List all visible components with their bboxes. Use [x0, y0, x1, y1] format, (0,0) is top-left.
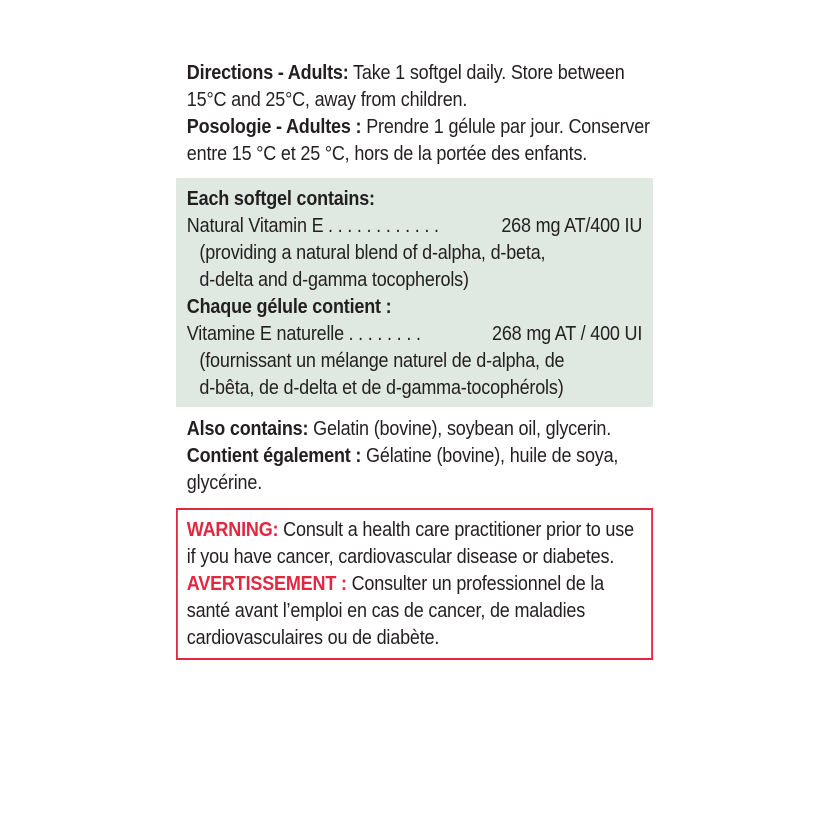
contents-fr-note-line1: (fournissant un mélange naturel de d-alpha, de — [199, 350, 565, 372]
contents-en-ingredient-name: Natural Vitamin E — [186, 215, 324, 237]
contents-en-ingredient-amount: 268 mg AT/400 IU — [501, 215, 643, 237]
warning-fr-label: AVERTISSEMENT : — [186, 573, 347, 595]
warning-fr-text: Consulter un professionnel de la santé avant l’emploi en cas de cancer, de maladies cardiovasculaires ou de diabète. — [186, 573, 605, 649]
contents-en-note-line1: (providing a natural blend of d-alpha, d-beta, — [199, 242, 546, 264]
dot-leader: . . . . . . . . — [348, 323, 421, 345]
contents-en-heading: Each softgel contains: — [186, 188, 375, 210]
contents-fr-ingredient-row — [187, 321, 642, 348]
also-contains-en-text: Gelatin (bovine), soybean oil, glycerin. — [308, 418, 612, 440]
label-content-column — [176, 60, 653, 660]
directions-fr — [187, 114, 651, 168]
directions-fr-label: Posologie - Adultes : — [186, 116, 362, 138]
contents-fr-heading: Chaque gélule contient : — [186, 296, 392, 318]
contents-en-note — [187, 240, 642, 294]
directions-en — [187, 60, 651, 114]
contents-en-ingredient-row — [187, 213, 642, 240]
also-contains-en-label: Also contains: — [186, 418, 309, 440]
also-contains-section — [176, 416, 653, 497]
dot-leader: . . . . . . . . . . . . — [327, 215, 439, 237]
contents-fr-ingredient-amount: 268 mg AT / 400 UI — [492, 323, 643, 345]
contents-fr-note — [187, 348, 642, 402]
directions-fr-text: Prendre 1 gélule par jour. Conserver entre 15 °C et 25 °C, hors de la portée des enfants. — [186, 116, 650, 165]
warning-box — [176, 508, 653, 660]
directions-section — [176, 60, 653, 168]
contents-en-note-line2: d-delta and d-gamma tocopherols) — [199, 269, 469, 291]
warning-en-text: Consult a health care practitioner prior to use if you have cancer, cardiovascular disease or diabetes. — [186, 519, 634, 568]
also-contains-fr-label: Contient également : — [186, 445, 362, 467]
contents-box — [176, 178, 653, 407]
directions-en-text: Take 1 softgel daily. Store between 15°C and 25°C, away from children. — [186, 62, 625, 111]
directions-en-label: Directions - Adults: — [186, 62, 349, 84]
contents-fr-ingredient-name: Vitamine E naturelle — [186, 323, 344, 345]
also-contains-fr-text: Gélatine (bovine), huile de soya, glycérine. — [186, 445, 619, 494]
warning-en-label: WARNING: — [186, 519, 279, 541]
warning-fr — [187, 571, 642, 652]
also-contains-en — [187, 416, 651, 443]
also-contains-fr — [187, 443, 651, 497]
warning-en — [187, 517, 642, 571]
contents-fr-note-line2: d-bêta, de d-delta et de d-gamma-tocophérols) — [199, 377, 564, 399]
